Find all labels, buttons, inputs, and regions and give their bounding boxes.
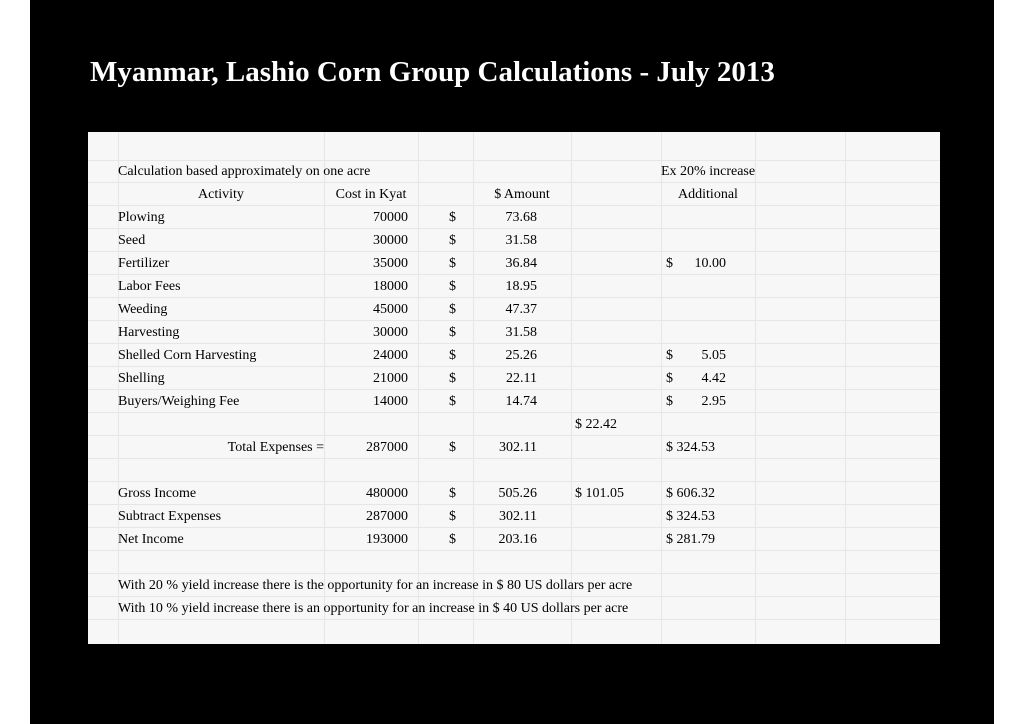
row-activity: Labor Fees [118, 279, 181, 294]
row-additional-dollar: $ [666, 348, 673, 363]
row-dollar: $ [449, 394, 456, 409]
grid-line [88, 504, 940, 505]
grid-line [88, 619, 940, 620]
grid-line [88, 274, 940, 275]
row-amount: 14.74 [505, 394, 537, 409]
row-cost: 30000 [373, 233, 408, 248]
row-cost: 14000 [373, 394, 408, 409]
summary-cost: 287000 [366, 509, 408, 524]
grid-line [88, 205, 940, 206]
increase-header: Ex 20% increase [661, 164, 756, 179]
row-additional-dollar: $ [666, 256, 673, 271]
row-dollar: $ [449, 371, 456, 386]
row-activity: Plowing [118, 210, 165, 225]
row-cost: 35000 [373, 256, 408, 271]
grid-line [88, 550, 940, 551]
row-amount: 18.95 [505, 279, 537, 294]
row-activity: Seed [118, 233, 146, 248]
grid-line [88, 458, 940, 459]
grid-line [88, 573, 940, 574]
grid-line [473, 132, 474, 644]
row-dollar: $ [449, 233, 456, 248]
total-label: Total Expenses = [227, 440, 324, 455]
row-cost: 30000 [373, 325, 408, 340]
summary-label: Net Income [118, 532, 184, 547]
row-dollar: $ [449, 210, 456, 225]
header-activity: Activity [198, 187, 244, 202]
grid-line [88, 389, 940, 390]
grid-line [118, 132, 119, 644]
grid-line [88, 596, 940, 597]
summary-additional: $ 606.32 [666, 486, 715, 501]
summary-amount: 203.16 [498, 532, 537, 547]
grid-line [88, 320, 940, 321]
row-additional: 4.42 [701, 371, 726, 386]
grid-line [88, 160, 940, 161]
row-amount: 31.58 [505, 233, 537, 248]
row-amount: 31.58 [505, 325, 537, 340]
row-additional-dollar: $ [666, 371, 673, 386]
row-dollar: $ [449, 256, 456, 271]
row-cost: 21000 [373, 371, 408, 386]
grid-line [418, 132, 419, 644]
grid-line [88, 297, 940, 298]
total-additional: $ 324.53 [666, 440, 715, 455]
summary-dollar: $ [449, 486, 456, 501]
row-additional-dollar: $ [666, 394, 673, 409]
summary-cost: 193000 [366, 532, 408, 547]
row-cost: 45000 [373, 302, 408, 317]
header-amount: $ Amount [494, 187, 550, 202]
total-dollar: $ [449, 440, 456, 455]
summary-additional: $ 281.79 [666, 532, 715, 547]
grid-line [88, 481, 940, 482]
row-additional: 5.05 [701, 348, 726, 363]
summary-label: Gross Income [118, 486, 197, 501]
summary-dollar: $ [449, 509, 456, 524]
grid-line [88, 182, 940, 183]
row-additional: 2.95 [701, 394, 726, 409]
summary-dollar: $ [449, 532, 456, 547]
grid-line [88, 412, 940, 413]
note: With 10 % yield increase there is an opportunity for an increase in $ 40 US dollars per acre [118, 601, 629, 616]
grid-line [88, 343, 940, 344]
increase-subtotal: $ 22.42 [575, 417, 617, 432]
summary-additional: $ 324.53 [666, 509, 715, 524]
total-amount: 302.11 [499, 440, 537, 455]
grid-line [88, 228, 940, 229]
summary-amount: 505.26 [498, 486, 537, 501]
row-activity: Shelled Corn Harvesting [118, 348, 257, 363]
header-cost: Cost in Kyat [335, 187, 407, 202]
row-dollar: $ [449, 325, 456, 340]
row-cost: 18000 [373, 279, 408, 294]
total-cost: 287000 [366, 440, 408, 455]
intro-text: Calculation based approximately on one acre [118, 164, 371, 179]
row-activity: Shelling [118, 371, 165, 386]
grid-line [88, 251, 940, 252]
grid-line [571, 132, 572, 644]
grid-line [845, 132, 846, 644]
row-activity: Buyers/Weighing Fee [118, 394, 240, 409]
row-amount: 36.84 [505, 256, 537, 271]
summary-amount: 302.11 [499, 509, 537, 524]
grid-line [324, 132, 325, 644]
row-dollar: $ [449, 302, 456, 317]
grid-line [661, 132, 662, 644]
row-additional: 10.00 [694, 256, 726, 271]
grid-line [88, 366, 940, 367]
grid-line [88, 435, 940, 436]
header-additional: Additional [678, 187, 738, 202]
row-amount: 22.11 [506, 371, 537, 386]
summary-cost: 480000 [366, 486, 408, 501]
row-dollar: $ [449, 348, 456, 363]
slide [30, 0, 994, 724]
summary-increase: $ 101.05 [575, 486, 624, 501]
row-activity: Fertilizer [118, 256, 170, 271]
row-cost: 24000 [373, 348, 408, 363]
summary-label: Subtract Expenses [118, 509, 222, 524]
grid-line [755, 132, 756, 644]
row-activity: Weeding [118, 302, 168, 317]
row-dollar: $ [449, 279, 456, 294]
row-amount: 25.26 [505, 348, 537, 363]
row-activity: Harvesting [118, 325, 180, 340]
slide-title: Myanmar, Lashio Corn Group Calculations - July 2013 [90, 56, 775, 88]
note: With 20 % yield increase there is the opportunity for an increase in $ 80 US dollars per acre [118, 578, 633, 593]
spreadsheet [88, 132, 940, 644]
row-amount: 73.68 [505, 210, 537, 225]
row-cost: 70000 [373, 210, 408, 225]
row-amount: 47.37 [505, 302, 537, 317]
grid-line [88, 527, 940, 528]
